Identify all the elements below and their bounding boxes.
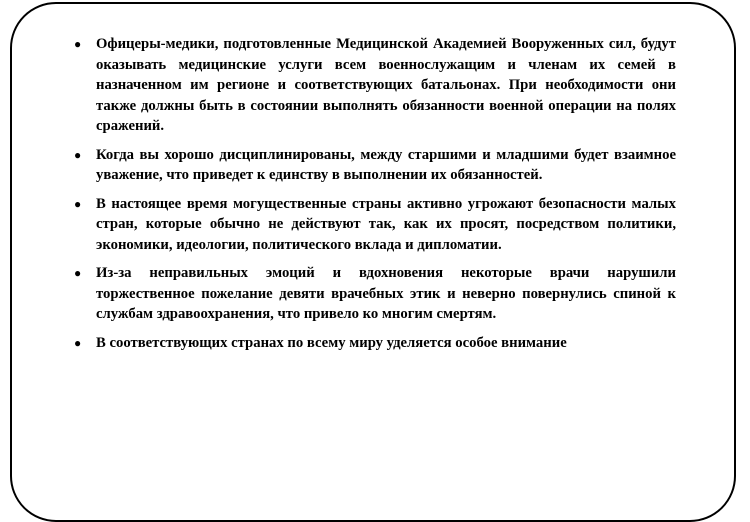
bullet-list [72, 34, 676, 361]
bullet-item [72, 145, 676, 186]
bullet-dot-icon: ● [74, 266, 82, 280]
bullet-text: В соответствующих странах по всему миру уделяется особое внимание [96, 334, 567, 351]
bullet-text: Когда вы хорошо дисциплинированы, между старшими и младшими будет взаимное уважение, что приведет к единству в выполнении их обязанностей. [96, 146, 676, 183]
bullet-dot-icon: ● [74, 196, 82, 211]
bullet-item [72, 333, 676, 354]
bullet-dot-icon: ● [74, 147, 82, 162]
bullet-dot-icon: ● [74, 37, 82, 51]
bullet-text: Из-за неправильных эмоций и вдохновения некоторые врачи нарушили торжественное пожелание девяти врачебных этик и неверно повернулись спиной к службам здравоохранения, что привело ко многим смертям. [96, 265, 676, 322]
bullet-text: Офицеры-медики, подготовленные Медицинской Академией Вооруженных сил, будут оказывать медицинские услуги всем военнослужащим и членам их семей в назначенном им регионе и соответствующих батальонах. При необходимости они также должны быть в состоянии выполнять обязанности военной операции на полях сражений. [96, 36, 676, 134]
bullet-item [72, 263, 676, 325]
bullet-dot-icon: ● [74, 335, 82, 350]
bullet-item [72, 194, 676, 256]
bullet-text: В настоящее время могущественные страны активно угрожают безопасности малых стран, которые обычно не действуют так, как их просят, посредством политики, экономики, идеологии, политического вклада и дипломатии. [96, 195, 676, 253]
bullet-item [72, 34, 676, 137]
